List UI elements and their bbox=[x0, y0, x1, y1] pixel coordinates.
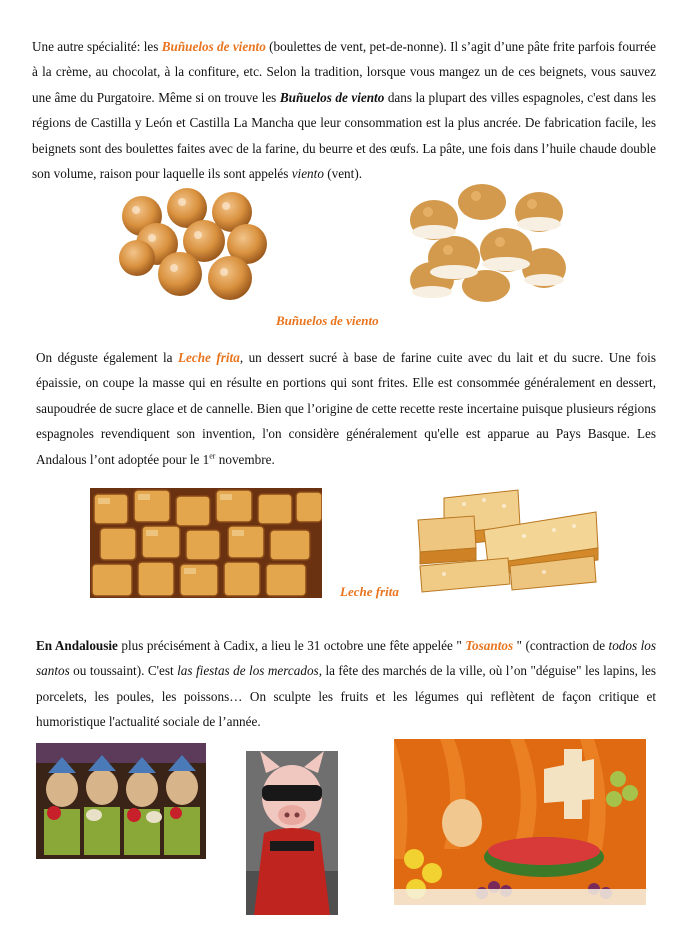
paragraph-leche-frita bbox=[36, 345, 656, 472]
text: , un dessert sucré à base de farine cuite avec du lait et du sucre. Une fois épaissie, on coupe la masse qui en résulte en portions qui sont frites. Elle est consommée généralement en dessert, saupoudrée de sucre glace et de cannelle. Bien que l’origine de cette recette reste incertaine puisque plusieurs régions espagnoles revendiquent son invention, l'on considère généralement qu'elle est apparue au Pays Basque. Les Andalous l’ont adoptée pour le 1 bbox=[36, 350, 656, 467]
text: Une autre spécialité: les bbox=[32, 39, 162, 54]
photo-carved-fruits bbox=[394, 739, 646, 905]
italic-viento: viento bbox=[291, 166, 324, 182]
photo-leche-frita-cubes bbox=[90, 488, 322, 598]
highlight-bunuelos: Buñuelos de viento bbox=[161, 39, 266, 54]
text: " (contraction de bbox=[513, 638, 609, 653]
highlight-leche-frita: Leche frita bbox=[177, 350, 240, 365]
text: plus précisément à Cadix, a lieu le 31 octobre une fête appelée " bbox=[117, 638, 466, 653]
text: ou toussaint). C'est bbox=[69, 663, 178, 679]
italic-fiestas: las fiestas de los mercados bbox=[177, 663, 319, 679]
photo-disguised-animals bbox=[36, 743, 206, 859]
text: novembre. bbox=[215, 451, 275, 467]
paragraph-tosantos bbox=[36, 633, 656, 735]
text: (vent). bbox=[323, 166, 363, 182]
italic-bunuelos: Buñuelos de viento bbox=[279, 89, 385, 105]
superscript: er bbox=[209, 451, 216, 461]
photo-bunuelos-sugared bbox=[112, 186, 280, 304]
photo-masked-pig bbox=[246, 751, 338, 915]
text: On déguste également la bbox=[36, 350, 178, 365]
photo-bunuelos-cream bbox=[394, 180, 570, 304]
caption-leche-frita: Leche frita bbox=[340, 584, 399, 599]
text: dans la plupart des villes espagnoles, c'est dans les régions de Castilla y León et Castilla La Mancha que leur consommation est la plus ancrée. De fabrication facile, les beignets sont des boulettes faites avec de la farine, du beurre et des œufs. La pâte, une fois dans l’huile chaude double son volume, raison pour laquelle ils sont appelés bbox=[32, 89, 656, 182]
text: , la fête des marchés de la ville, où l’on "déguise" les lapins, les porcelets, les poules, les poissons… On sculpte les fruits et les légumes qui reflètent de façon critique et humoristique l'actualité sociale de l’année. bbox=[36, 663, 656, 730]
text: (boulettes de vent, pet-de-nonne). Il s’agit d’une pâte frite parfois fourrée à la crème, au chocolat, à la confiture, etc. Selon la tradition, lorsque vous mangez un de ces beignets, vous sauvez une âme du Purgatoire. Même si on trouve les bbox=[32, 39, 656, 105]
photo-leche-frita-stacked bbox=[414, 486, 600, 598]
bold-andalousie: En Andalousie bbox=[36, 638, 118, 653]
italic-todos-los-santos: todos los santos bbox=[36, 638, 656, 679]
highlight-tosantos: Tosantos bbox=[465, 638, 514, 653]
caption-bunuelos: Buñuelos de viento bbox=[276, 313, 379, 328]
paragraph-bunuelos bbox=[32, 34, 656, 186]
